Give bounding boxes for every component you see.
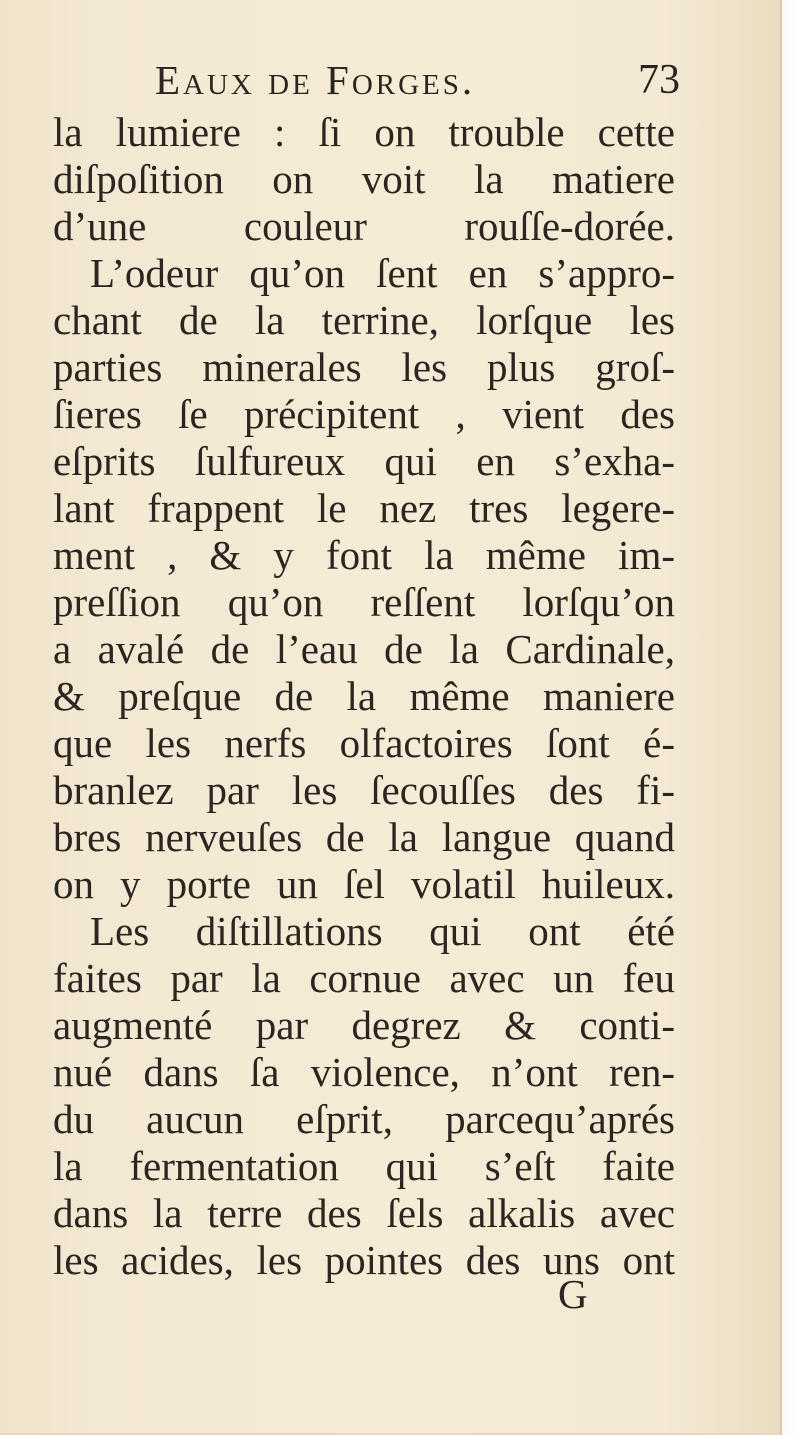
text-line: preſſion qu’on reſſent lorſqu’on — [53, 579, 675, 625]
text-line: parties minerales les plus groſ- — [53, 344, 675, 390]
text-line: branlez par les ſecouſſes des fi- — [53, 767, 675, 813]
text-line: que les nerfs olfactoires ſont é- — [53, 720, 675, 766]
text-line: dans la terre des ſels alkalis avec — [53, 1190, 675, 1236]
body-text — [53, 109, 675, 1284]
text-line: la fermentation qui s’eſt faite — [53, 1143, 675, 1189]
running-head — [155, 56, 680, 112]
text-line: faites par la cornue avec un feu — [53, 955, 675, 1001]
text-line: les acides, les pointes des uns ont — [53, 1237, 675, 1283]
text-line: chant de la terrine, lorſque les — [53, 297, 675, 343]
text-line: Les diſtillations qui ont été — [90, 908, 675, 954]
text-line: augmenté par degrez & conti- — [53, 1002, 675, 1048]
scan-margin — [782, 0, 800, 1435]
catchword: G — [558, 1271, 588, 1317]
text-line: lant frappent le nez tres legere- — [53, 485, 675, 531]
running-title: Eaux de Forges. — [155, 57, 476, 103]
text-line: L’odeur qu’on ſent en s’appro- — [90, 250, 675, 296]
text-line: & preſque de la même maniere — [53, 673, 675, 719]
text-line: ment , & y font la même im- — [53, 532, 675, 578]
text-line: eſprits ſulfureux qui en s’exha- — [53, 438, 675, 484]
text-line: nué dans ſa violence, n’ont ren- — [53, 1049, 675, 1095]
text-line: la lumiere : ſi on trouble cette — [53, 109, 675, 155]
text-line: on y porte un ſel volatil huileux. — [53, 861, 675, 907]
text-line: bres nerveuſes de la langue quand — [53, 814, 675, 860]
text-line: a avalé de l’eau de la Cardinale, — [53, 626, 675, 672]
text-line: ſieres ſe précipitent , vient des — [53, 391, 675, 437]
text-line: d’une couleur rouſſe-dorée. — [53, 203, 675, 249]
text-line: du aucun eſprit, parcequ’aprés — [53, 1096, 675, 1142]
page-number: 73 — [638, 57, 680, 103]
text-line: diſpoſition on voit la matiere — [53, 156, 675, 202]
